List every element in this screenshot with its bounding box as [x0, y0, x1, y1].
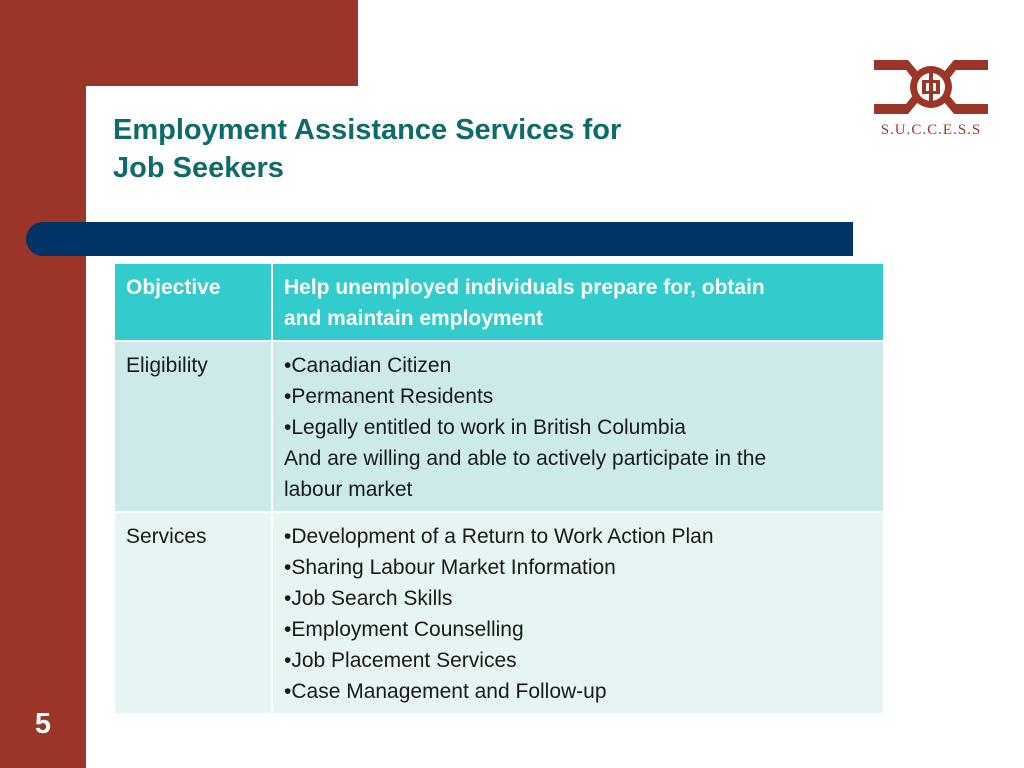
table-header-row — [114, 263, 884, 341]
list-item: •Legally entitled to work in British Columbia — [284, 416, 686, 439]
list-item: •Case Management and Follow-up — [284, 680, 607, 703]
list-item: •Sharing Labour Market Information — [284, 556, 616, 579]
table-header-value — [272, 263, 884, 341]
list-item: •Development of a Return to Work Action Plan — [284, 525, 714, 548]
list-item: labour market — [284, 478, 413, 501]
row-label: Eligibility — [114, 341, 272, 512]
objective-line: Help unemployed individuals prepare for, obtain — [284, 276, 765, 299]
list-item: •Canadian Citizen — [284, 354, 452, 377]
objective-line: and maintain employment — [284, 307, 544, 330]
list-item: •Employment Counselling — [284, 618, 524, 641]
table-header-label: Objective — [114, 263, 272, 341]
row-label: Services — [114, 512, 272, 714]
slide-number: 5 — [34, 708, 52, 740]
services-table — [113, 262, 885, 715]
table-row-eligibility — [114, 341, 884, 512]
title-line-1: Employment Assistance Services for — [113, 114, 622, 146]
success-emblem-icon — [872, 52, 990, 122]
success-logo — [872, 52, 990, 144]
page-title — [113, 111, 793, 187]
table-row-services — [114, 512, 884, 714]
list-item: •Job Placement Services — [284, 649, 517, 672]
title-underline-bar — [26, 222, 853, 256]
title-line-2: Job Seekers — [113, 152, 284, 184]
row-content — [272, 341, 884, 512]
list-item: •Permanent Residents — [284, 385, 494, 408]
logo-text: S.U.C.C.E.S.S — [880, 122, 982, 138]
list-item: •Job Search Skills — [284, 587, 453, 610]
row-content — [272, 512, 884, 714]
left-red-bar — [0, 0, 86, 768]
list-item: And are willing and able to actively participate in the — [284, 447, 767, 470]
top-red-block — [0, 0, 358, 86]
